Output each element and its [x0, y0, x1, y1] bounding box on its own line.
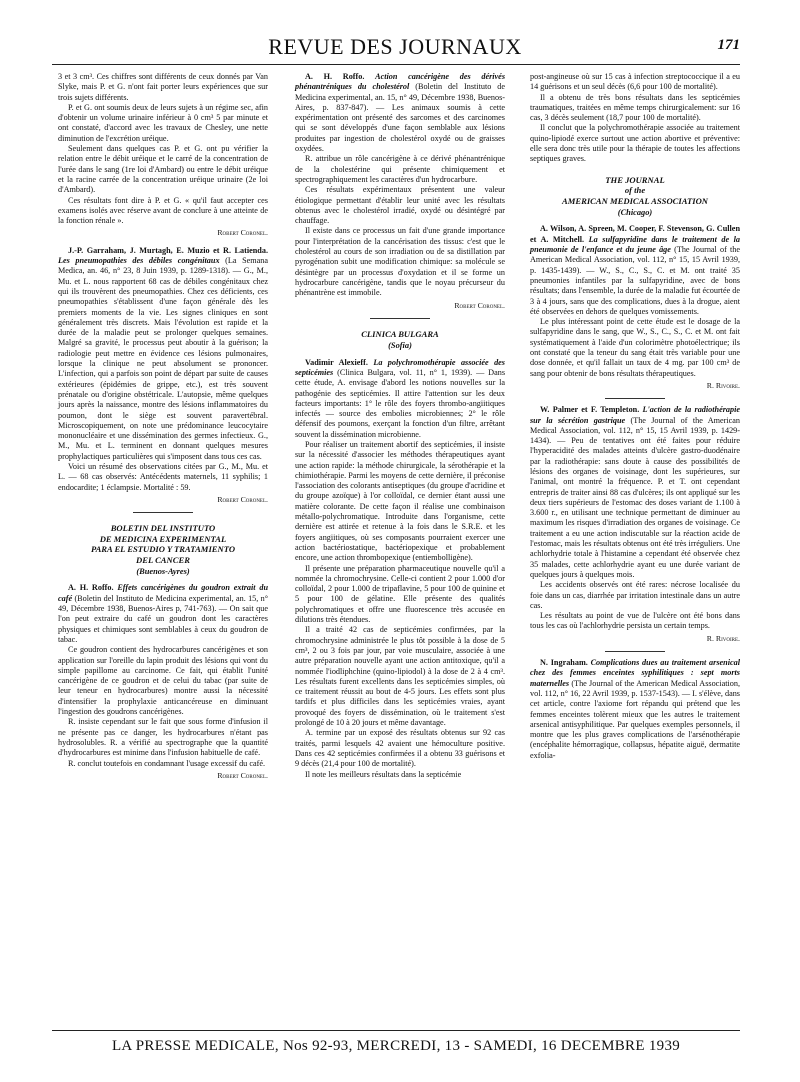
article-body: (La Semana Medica, an. 46, n° 23, 8 Juin 1939, p. 1289-1318). — G., M., Mu. et L. nous rapportent 68 cas de débiles congénitaux chez qui ils trouvèrent des pneumopathies. Chez ces déficients, ces pneumopathies s'établissent d'une façon générale dès les premiers moments de la vie. Les signes cliniques en sont généralement très discrets. Mais l'évolution est rapide et la durée de la maladie peut se prolonger quelques semaines. Malgré sa gravité, le processus peut aboutir à la guérison; la radiologie peut mettre en évidence ces lésions pulmonaires, lorsque la clinique ne peut absolument se prononcer. L'infection, qui a parfois son point de départ par suite de causes extérieures (épidémies de grippe, etc.), est très souvent prénatale ou d'origine obstétricale. L'autopsie, même quelques jours après la naissance, montre des lésions inflammatoires du poumon, dont le siège est souvent paravertébral. Microscopiquement, on note une prédominance leucocytaire mononucléaire et une dissémination des germes infectieux. G., M., Mu. et L. terminent en donnant quelques mesures prophylactiques particulières qui s'imposent dans tous ces cas.: [58, 256, 269, 461]
paragraph: Voici un résumé des observations citées par G., M., Mu. et L. — 68 cas observés: Antécédents maternels, 11 syphilis; 1 endocardite; 1 éclampsie. Mortalité : 59.: [58, 461, 268, 492]
journal-section-title: REVUE DES JOURNAUX: [268, 34, 522, 59]
article-title: Complications dues au traitement arsenical chez des femmes enceintes syphilitiques : sept morts maternelles: [530, 658, 740, 688]
article-title: Effets cancérigènes du goudron extrait du café: [58, 583, 268, 603]
journal-heading-line: PARA EL ESTUDIO Y TRATAMIENTO: [90, 544, 236, 555]
article-title: Action cancérigène des dérivés phénantréniques du cholestérol: [295, 72, 506, 92]
article-authors: A. H. Roffo.: [305, 72, 365, 81]
paragraph: Ce goudron contient des hydrocarbures cancérigènes et son application sur l'oreille du lapin produit des lésions qui vont du simple papillome au carcinome. Ce fait, qui établit l'unité cancérigène de ce goudron et de celui du tabac (par suite de leur teneur en hydrocarbures) montre aussi la nécessité d'intensifier la prophylaxie anticancéreuse en diminuant l'ingestion des goudrons cancérigènes.: [58, 645, 268, 717]
paragraph: post-angineuse où sur 15 cas à infection streptococcique il a eu 14 guérisons et un seul décès (6,6 pour 100 de mortalité).: [530, 72, 740, 92]
paragraph: Les accidents observés ont été rares: nécrose localisée du foie dans un cas, diarrhée par irritation intestinale dans un autre cas.: [530, 580, 740, 610]
signature: Robert Coronel.: [217, 228, 268, 238]
paragraph: Les résultats au point de vue de l'ulcère ont été bons dans tous les cas où l'achlorhydrie persista un certain temps.: [530, 611, 740, 631]
article-ingraham: [530, 658, 740, 761]
paragraph: Il existe dans ce processus un fait d'une grande importance pour l'interprétation de la cancérisation des tissus: c'est que le cholestérol au cours de son irradiation ou de sa distillation par pyrogénation subit une modification chimique: sa molécule se désintègre par un processus d'oxydation et il se forme un hydrocarbure cancérigène, tandis que le noyau précurseur du phénantrène est immobile.: [295, 226, 505, 298]
article-body: (The Journal of the American Medical Association, vol. 112, n° 16, 22 Avril 1939, p. 1537-1543). — I. s'élève, dans cet article, contre l'axiome fort répandu qui prétend que les femmes enceintes tolèrent mieux que les autres le traitement arsenical antisyphilitique. Par quelques exemples personnels, il montre que les plus graves complications de l'arsénothérapie (encéphalite hémorragique, collapsus, hépatite aiguë, dermatite exfolia-: [530, 678, 740, 760]
paragraph: Seulement dans quelques cas P. et G. ont pu vérifier la relation entre le débit uréique et le carré de la concentration de l'urée dans le sang (1re loi d'Ambard) ou entre le débit uréique et la racine carrée de la concentration uréique urinaire (2e loi d'Ambard).: [58, 144, 268, 195]
article-authors: Vadimir Alexieff.: [305, 357, 368, 367]
article-body: (Boletin del Instituto de Medicina experimental, an. 15, n° 49, Décembre 1938, Buenos-Aires, p. 837-847). — Les animaux soumis à cette expérimentation ont présenté des sarcomes et des carcinomes qui se sont développés d'une façon semblable aux lésions produites par ingestion de cholestérol oxydé ou de graisses oxydées.: [295, 82, 506, 154]
article-roffo-cholesterol: [295, 72, 505, 154]
paragraph: Il a obtenu de très bons résultats dans les septicémies traumatiques, traitées en même temps chirurgicalement: sur 16 cas, 3 décès seulement (18,7 pour 100 de mortalité).: [530, 92, 740, 123]
journal-heading-line: AMERICAN MEDICAL ASSOCIATION: [562, 195, 708, 206]
paragraph: Ces résultats font dire à P. et G. « qu'il faut accepter ces examens isolés avec réserve avant de conclure à une atteinte de la fonction rénale ».: [58, 195, 268, 226]
article-roffo-cafe: [58, 583, 268, 645]
paragraph: A. termine par un exposé des résultats obtenus sur 92 cas traités, parmi lesquels 42 avaient une hémoculture positive. Dans ces 42 septicémies confirmées il a obtenu 33 guérisons et 9 décès (21,4 pour 100 de mortalité).: [295, 728, 505, 769]
signature: Robert Coronel.: [454, 300, 505, 310]
article-title: L'action de la radiothérapie sur la sécrétion gastrique: [530, 405, 740, 425]
journal-heading-line: THE JOURNAL: [605, 174, 665, 185]
article-garraham: [58, 246, 268, 462]
journal-heading-line: BOLETIN DEL INSTITUTO: [110, 523, 216, 534]
journal-heading-line: DE MEDICINA EXPERIMENTAL: [99, 533, 227, 544]
article-authors: A. Wilson, A. Spreen, M. Cooper, F. Stevenson, G. Cullen et A. Mitchell.: [530, 224, 740, 244]
article-title: La polychromothérapie associée des septicémies: [295, 357, 505, 377]
article-palmer: [530, 405, 740, 580]
paragraph: Ces résultats expérimentaux présentent une valeur étiologique permettant d'établir leur unité avec les résultats obtenus avec le cholestérol irradié, oxydé ou désintégré par chauffage.: [295, 185, 505, 226]
article-body: (The Journal of the American Medical Association, vol. 112, n° 15, 15 Avril 1939, p. 1435-1439). — W., S., C., S., C. et M. ont traité 35 pneumonies infantiles par la sulfapyridine, avec de bons résultats; dans l'ensemble, la durée de la maladie fut écourtée de 3 à 4 jours, sans que des complications, dues à la drogue, aient été observées en dehors de quelques vomissements.: [530, 245, 740, 316]
article-title: Les pneumopathies des débiles congénitaux: [58, 256, 220, 266]
page-number: 171: [717, 37, 740, 53]
section-separator: [133, 512, 193, 513]
column-1: [58, 72, 268, 788]
signature: R. Rivoire.: [706, 633, 740, 643]
column-3: [530, 72, 740, 761]
article-authors: J.-P. Garraham, J. Murtagh, E. Muzio et R. Latienda.: [68, 245, 268, 255]
paragraph: Il présente une préparation pharmaceutique nouvelle qu'il a nommée la chromochrysine. Celle-ci contient 2 pour 1.000 d'or colloïdal, 2 pour 1.000 de tripaflavine, 5 pour 100 de quinine et 5 pour 100 de gélatine. Elle présente des qualités polychromatiques et offre une fluorescence très accusée en dilutions très étendues.: [295, 563, 505, 625]
journal-city: (Chicago): [617, 208, 653, 218]
journal-heading: CLINICA BULGARA: [361, 328, 439, 339]
journal-heading: [530, 175, 740, 207]
paragraph: Il a traité 42 cas de septicémies confirmées, par la chromochrysine administrée le plus tôt possible à la dose de 5 cm³, 2 ou 3 fois par jour, par voie musculaire, associée à une autre préparation nouvelle ayant une action antitoxique, qu'il a nommée l'iodliphchine (quino-lipiodol) à la dose de 2 à 4 cm³. Les résultats furent excellents dans les septicémies simples, où ce traitement réussit au bout de 4-5 jours. Les effets sont plus tardifs et plus difficiles dans les septicémies vraies, ayant provoqué des foyers de dissémination, où le traitement s'est prolongé de 10 à 20 jours et même davantage.: [295, 625, 505, 728]
paragraph: Le plus intéressant point de cette étude est le dosage de la sulfapyridine dans le sang, que W., S., C., S., C. et M. ont fait systématiquement à l'aide d'un colorimètre photoélectrique; ils ont constaté que la teneur du sang était très variable pour une dose donnée, et qu'il fallait un taux de 4 mg. par 100 cm³ de sang pour obtenir de bons résultats thérapeutiques.: [530, 317, 740, 378]
paragraph: R. insiste cependant sur le fait que sous forme d'infusion il ne présente pas ce danger, les hydrocarbures n'étant pas hydrosolubles. R. a vérifié au spectrographe que la quantité d'hydrocarbures est minime dans l'infusion habituelle de café.: [58, 717, 268, 758]
journal-heading-line: of the: [624, 185, 646, 196]
article-body: (The Journal of the American Medical Association, vol. 112, n° 15, 15 Avril 1939, p. 1429-1434). — Peu de tentatives ont été faites pour réduire l'hyperacidité des malades atteints d'ulcère gastro-duodénaire par la radiothérapie: sans doute à cause des possibilités de lésions des organes de voisinage, dont les supérieures, sur l'animal, ont montré la fréquence. P. et T. ont cependant entrepris de traiter ainsi 88 cas d'ulcères; ils ont appliqué sur les deux tiers supérieurs de l'estomac des doses variant de 1.100 à 3.600 r., en utilisant une technique permettant de diminuer au maximum les risques d'irradiation des organes de voisinage. Ce traitement a eu une action indiscutable sur la réaction acide de l'estomac, mais les résultats obtenus ont été très irréguliers. Une achlorhydrie totale à l'histamine a cependant été observée chez 35 malades, cette achlorhydrie ayant eu une durée variant de quelques jours à quelques mois.: [530, 415, 740, 579]
signature: Robert Coronel.: [217, 494, 268, 504]
paragraph: R. conclut toutefois en condamnant l'usage excessif du café.: [68, 758, 265, 768]
journal-city: (Sofia): [388, 341, 412, 351]
section-separator: [605, 651, 665, 652]
article-title: La sulfapyridine dans le traitement de la pneumonie de l'enfance et du jeune âge: [530, 234, 741, 255]
page-footer: LA PRESSE MEDICALE, Nos 92-93, MERCREDI, 13 - SAMEDI, 16 DECEMBRE 1939: [111, 1038, 681, 1054]
article-wilson: [530, 224, 740, 317]
paragraph: Il conclut que la polychromothérapie associée au traitement quino-lipiodé exerce surtout une action abortive et préventive: elle sera donc très utile pour la thérapie de toutes les affections septiques graves.: [530, 123, 740, 164]
paragraph: 3 et 3 cm³. Ces chiffres sont différents de ceux donnés par Van Slyke, mais P. et G. n'ont fait porter leurs expériences que sur trois sujets différents.: [58, 72, 268, 102]
signature: R. Rivoire.: [706, 380, 740, 390]
paragraph: P. et G. ont soumis deux de leurs sujets à un régime sec, afin d'obtenir un volume urinaire inférieur à 0 cm³ 5 par minute et ont constaté, d'accord avec les travaux de Chesley, une nette diminution de l'excrétion uréique.: [58, 102, 268, 143]
paragraph: Pour réaliser un traitement abortif des septicémies, il insiste sur la nécessité d'associer les méthodes thérapeutiques ayant une action rapide: la méthode chirurgicale, la sérothérapie et la chimiothérapie. Parmi les moyens de cette dernière, il préconise l'association des colorants antiseptiques (du groupe d'acridine et du groupe azoïque) à l'or colloïdal, ce dernier étant aussi une matière colorante. De cette façon il réalise une combinaison métallo-polychromatique. Introduite dans l'organisme, cette dernière est attirée et retenue à la fois dans le S.R.E. et les foyers angiitiques, où ses composants pourraient exercer une action bactériostatique, bactériopexique et probablement encore, une action thrombopexique (entiembolligène).: [295, 440, 505, 563]
footer-rule: [52, 1030, 740, 1031]
page-header: [50, 34, 740, 64]
journal-city: (Buenos-Ayres): [136, 567, 190, 577]
paragraph: Il note les meilleurs résultats dans la septicémie: [305, 769, 462, 779]
article-body: (Clinica Bulgara, vol. 11, n° 1, 1939). — Dans cette étude, A. envisage d'abord les notions nouvelles sur la pathogénie des septicémies. Il attire l'attention sur les deux facteurs importants: 1° le rôle des foyers thrombo-angiitiques infectés — source des embolies microbiennes; 2° le rôle défensif des poumons, exerçant la fonction d'un filtre, arrêtant souvent la dissémination microbienne.: [295, 367, 506, 439]
header-rule: [52, 64, 740, 65]
article-authors: W. Palmer et F. Templeton.: [540, 405, 640, 415]
signature: Robert Coronel.: [217, 770, 268, 780]
article-authors: N. Ingraham.: [540, 658, 588, 668]
journal-heading-line: DEL CANCER: [136, 554, 190, 565]
section-separator: [370, 318, 430, 319]
article-body: (Boletin del Instituto de Medicina experimental, an. 15, n° 49, Décembre 1938, Buenos-Aires p, 741-763). — On sait que l'on peut extraire du café un goudron dont les caractères physiques et chimiques sont semblables à ceux du goudron de tabac.: [58, 593, 269, 644]
article-alexieff: [295, 358, 505, 440]
column-2: [295, 72, 505, 780]
journal-heading: [58, 523, 268, 565]
paragraph: R. attribue un rôle cancérigène à ce dérivé phénantrénique de la cholestérine qui présente chimiquement et spectrographiquement les caractères d'un hydrocarbure.: [295, 154, 505, 184]
article-authors: A. H. Roffo.: [68, 583, 114, 593]
section-separator: [605, 398, 665, 399]
